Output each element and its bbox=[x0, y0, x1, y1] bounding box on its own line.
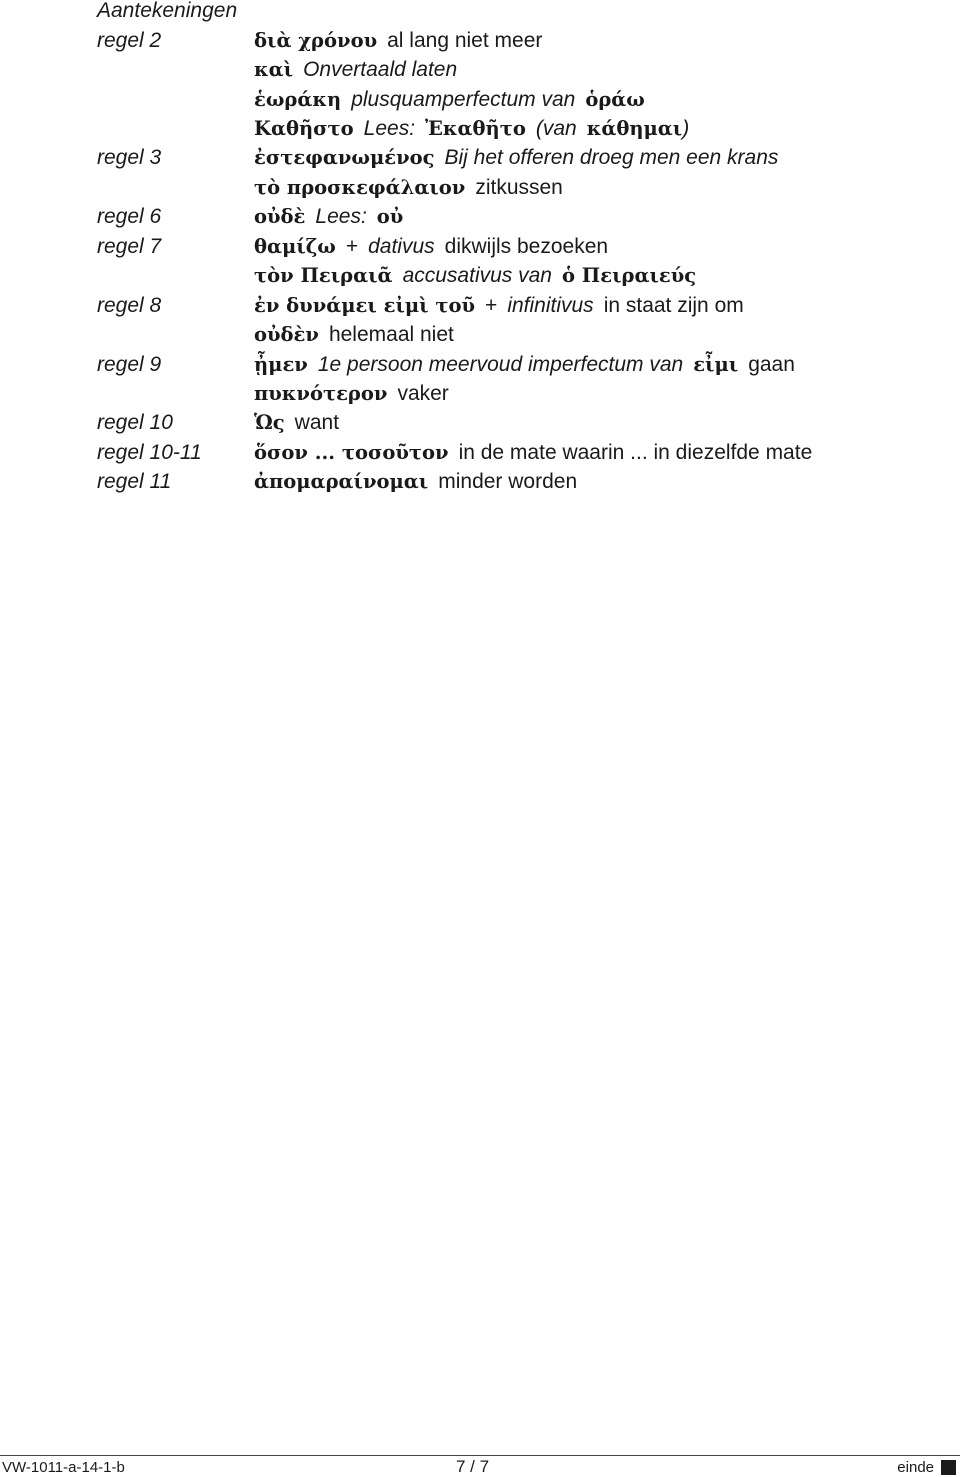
translation-text: gaan bbox=[748, 352, 795, 376]
line-reference: regel 10-11 bbox=[97, 440, 202, 464]
greek-term: εἶμι bbox=[693, 352, 739, 376]
greek-term: ὁ Πειραιεύς bbox=[562, 264, 697, 288]
translation-text: helemaal niet bbox=[328, 323, 454, 347]
grammar-note: Onvertaald laten bbox=[303, 58, 458, 82]
note-content bbox=[254, 117, 947, 141]
grammar-note: Lees: bbox=[315, 205, 367, 229]
greek-term: πυκνότερον bbox=[254, 381, 388, 405]
note-content bbox=[254, 411, 947, 435]
translation-text: dikwijls bezoeken bbox=[444, 234, 609, 258]
page-heading: Aantekeningen bbox=[97, 0, 238, 22]
note-content bbox=[254, 146, 947, 170]
greek-term: ἀπομαραίνομαι bbox=[254, 470, 429, 494]
note-content bbox=[254, 88, 947, 112]
note-row bbox=[97, 320, 947, 349]
greek-term: Ἐκαθῆτο bbox=[425, 117, 526, 141]
greek-term: οὐδὲν bbox=[254, 323, 319, 347]
greek-term: ἑωράκη bbox=[254, 87, 342, 111]
grammar-note: infinitivus bbox=[507, 293, 594, 317]
greek-term: οὐδὲ bbox=[254, 205, 306, 229]
greek-term: ἐστεφανωμένος bbox=[254, 146, 435, 170]
greek-term: καὶ bbox=[254, 58, 294, 82]
note-content bbox=[254, 470, 947, 494]
grammar-note: plusquamperfectum van bbox=[351, 87, 576, 111]
greek-term: Καθῆστο bbox=[254, 117, 354, 141]
note-row bbox=[97, 55, 947, 84]
end-label: einde bbox=[897, 1459, 934, 1476]
translation-text: vaker bbox=[397, 381, 449, 405]
grammar-note: ) bbox=[682, 117, 690, 141]
notes-list bbox=[97, 26, 947, 497]
greek-term: ὅσον ... τοσοῦτον bbox=[254, 440, 449, 464]
page-footer bbox=[0, 1455, 960, 1476]
translation-text: + bbox=[485, 293, 498, 317]
grammar-note: dativus bbox=[368, 234, 435, 258]
greek-term: ἐν δυνάμει εἰμὶ τοῦ bbox=[254, 293, 476, 317]
line-reference: regel 6 bbox=[97, 205, 162, 229]
note-row bbox=[97, 173, 947, 202]
note-row bbox=[97, 144, 947, 173]
greek-term: θαμίζω bbox=[254, 234, 336, 258]
note-content bbox=[254, 176, 947, 200]
translation-text: want bbox=[294, 411, 340, 435]
note-content bbox=[254, 29, 947, 53]
greek-term: διὰ χρόνου bbox=[254, 28, 378, 52]
note-row bbox=[97, 468, 947, 497]
note-row bbox=[97, 262, 947, 291]
end-square-icon bbox=[941, 1460, 956, 1475]
greek-term: Ὡς bbox=[254, 411, 285, 435]
line-reference: regel 9 bbox=[97, 352, 162, 376]
greek-term: τὸ προσκεφάλαιον bbox=[254, 175, 466, 199]
line-reference: regel 11 bbox=[97, 470, 172, 494]
note-content bbox=[254, 323, 947, 347]
note-row bbox=[97, 350, 947, 379]
note-row bbox=[97, 409, 947, 438]
note-content bbox=[254, 294, 947, 318]
note-content bbox=[254, 382, 947, 406]
note-row bbox=[97, 379, 947, 408]
greek-term: ὁράω bbox=[585, 87, 645, 111]
line-reference: regel 3 bbox=[97, 146, 162, 170]
translation-text: in de mate waarin ... in diezelfde mate bbox=[458, 440, 813, 464]
line-reference: regel 8 bbox=[97, 293, 162, 317]
note-content bbox=[254, 205, 947, 229]
grammar-note: (van bbox=[535, 117, 577, 141]
line-reference: regel 7 bbox=[97, 234, 162, 258]
note-content bbox=[254, 353, 947, 377]
translation-text: in staat zijn om bbox=[603, 293, 744, 317]
translation-text: + bbox=[345, 234, 359, 258]
note-content bbox=[254, 264, 947, 288]
grammar-note: accusativus van bbox=[402, 264, 552, 288]
note-row bbox=[97, 438, 947, 467]
translation-text: zitkussen bbox=[475, 175, 563, 199]
greek-term: οὐ bbox=[376, 205, 404, 229]
note-row bbox=[97, 26, 947, 55]
note-row bbox=[97, 291, 947, 320]
line-reference: regel 10 bbox=[97, 411, 173, 435]
grammar-note: 1e persoon meervoud imperfectum van bbox=[317, 352, 684, 376]
line-reference: regel 2 bbox=[97, 28, 162, 52]
note-content bbox=[254, 58, 947, 82]
end-marker bbox=[897, 1459, 956, 1476]
note-content bbox=[254, 235, 947, 259]
grammar-note: Bij het offeren droeg men een krans bbox=[444, 146, 779, 170]
greek-term: κάθημαι bbox=[586, 117, 683, 141]
note-content bbox=[254, 441, 947, 465]
translation-text: al lang niet meer bbox=[387, 28, 543, 52]
note-row bbox=[97, 232, 947, 261]
note-row bbox=[97, 114, 947, 143]
greek-term: τὸν Πειραιᾶ bbox=[254, 264, 393, 288]
translation-text: minder worden bbox=[438, 470, 578, 494]
note-row bbox=[97, 85, 947, 114]
greek-term: ᾖμεν bbox=[254, 352, 308, 376]
grammar-note: Lees: bbox=[363, 117, 416, 141]
page-number: 7 / 7 bbox=[456, 1457, 490, 1476]
document-code: VW-1011-a-14-1-b bbox=[2, 1459, 125, 1476]
note-row bbox=[97, 203, 947, 232]
